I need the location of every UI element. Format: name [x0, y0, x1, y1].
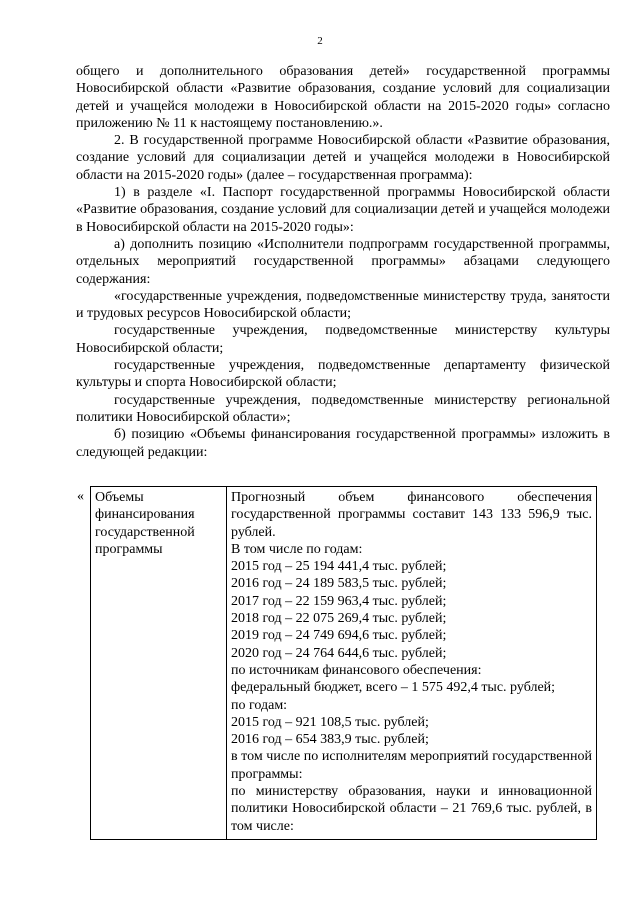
table-line: 2019 год – 24 749 694,6 тыс. рублей;: [231, 628, 447, 644]
paragraph: б) позицию «Объемы финансирования государственной программы» изложить в следующей редакции:: [76, 427, 610, 460]
paragraph: 1) в разделе «I. Паспорт государственной программы Новосибирской области «Развитие образования, создание условий для социализации детей и учащейся молодежи в Новосибирской области на 2015-2020 годы»:: [76, 185, 610, 235]
table-line: 2015 год – 25 194 441,4 тыс. рублей;: [231, 559, 447, 575]
table-line: в том числе по исполнителям мероприятий государственной программы:: [231, 749, 592, 782]
table-line: по годам:: [231, 697, 288, 713]
document-body: [76, 63, 610, 461]
right-cell: [227, 487, 597, 840]
page-number: 2: [317, 35, 323, 47]
paragraph: общего и дополнительного образования детей» государственной программы Новосибирской области «Развитие образования, создание условий для социализации детей и учащейся молодежи в Новосибирской области на 2015-2020 годы» согласно приложению № 11 к настоящему постановлению.».: [76, 64, 610, 131]
table-line: 2020 год – 24 764 644,6 тыс. рублей;: [231, 645, 447, 661]
table-line: федеральный бюджет, всего – 1 575 492,4 тыс. рублей;: [231, 680, 556, 696]
table-line: 2018 год – 22 075 269,4 тыс. рублей;: [231, 611, 447, 627]
paragraph: государственные учреждения, подведомственные министерству региональной политики Новосибирской области»;: [76, 392, 610, 425]
table-line: Прогнозный объем финансового обеспечения государственной программы составит 143 133 596,9 тыс. рублей.: [231, 490, 592, 540]
paragraph: «государственные учреждения, подведомственные министерству труда, занятости и трудовых ресурсов Новосибирской области;: [76, 288, 610, 322]
table-line: 2017 год – 22 159 963,4 тыс. рублей;: [231, 593, 447, 609]
paragraph: а) дополнить позицию «Исполнители подпрограмм государственной программы, отдельных мероприятий государственной программы» абзацами следующего содержания:: [76, 236, 610, 287]
paragraph: государственные учреждения, подведомственные министерству культуры Новосибирской области;: [76, 323, 610, 356]
table-line: В том числе по годам:: [231, 541, 363, 557]
table-line: 2016 год – 654 383,9 тыс. рублей;: [231, 732, 429, 748]
table-line: по источникам финансового обеспечения:: [231, 662, 482, 678]
paragraph: государственные учреждения, подведомственные департаменту физической культуры и спорта Новосибирской области;: [76, 358, 610, 391]
left-cell: Объемы финансирования государственной программы: [91, 487, 227, 840]
table-row: [91, 487, 597, 840]
table-line: 2015 год – 921 108,5 тыс. рублей;: [231, 714, 429, 730]
table-line: 2016 год – 24 189 583,5 тыс. рублей;: [231, 576, 447, 592]
paragraph: 2. В государственной программе Новосибирской области «Развитие образования, создание условий для социализации детей и учащейся молодежи в Новосибирской области на 2015-2020 годы» (далее – государственная программа):: [76, 133, 610, 183]
financing-table: [90, 486, 597, 840]
table-line: по министерству образования, науки и инновационной политики Новосибирской области – 21 769,6 тыс. рублей, в том числе:: [231, 784, 592, 834]
open-quote: «: [77, 489, 84, 504]
